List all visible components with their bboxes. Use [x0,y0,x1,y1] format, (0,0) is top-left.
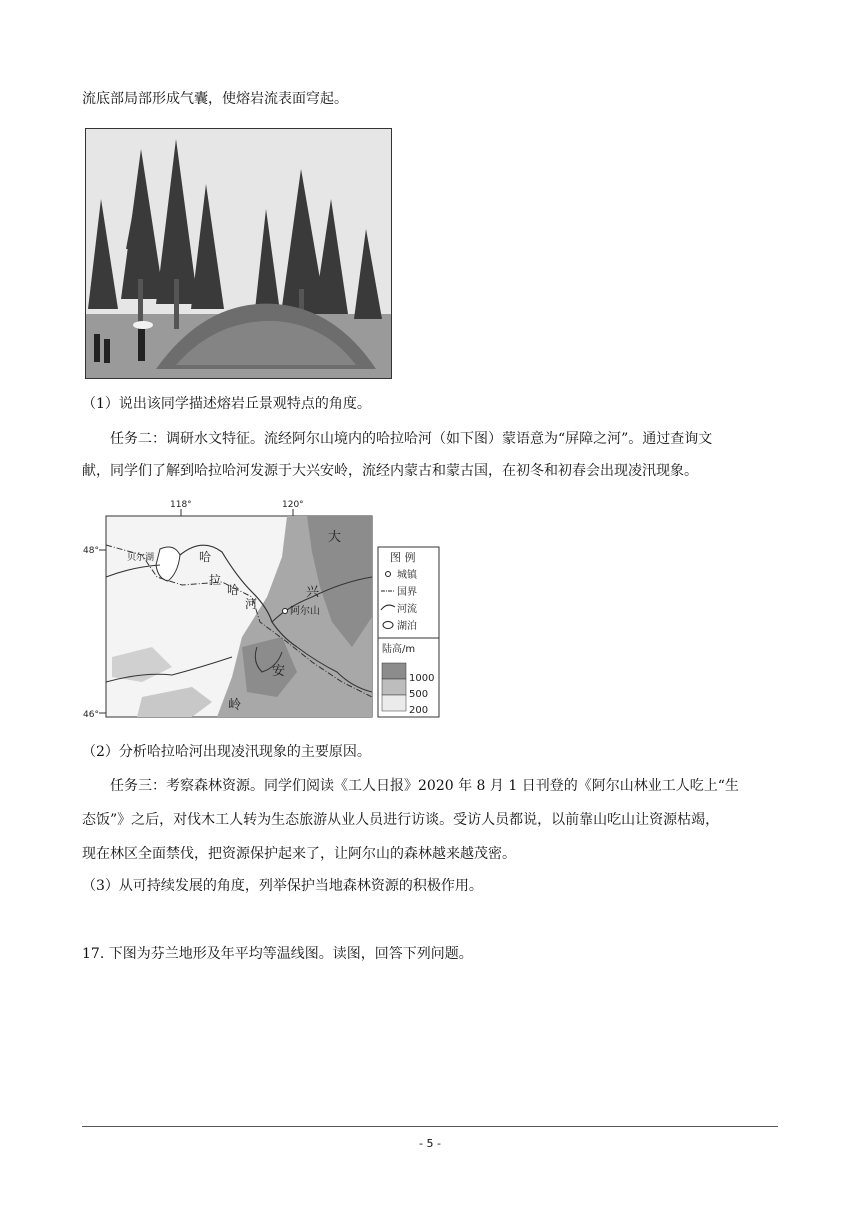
legend-item: 城镇 [397,570,417,581]
elevation-value: 1000 [409,673,435,684]
lon-label: 118° [170,500,192,510]
legend-item: 湖泊 [397,621,417,632]
legend-title: 图 例 [390,551,416,564]
lat-label: 46° [83,710,99,720]
question-3: （3）从可持续发展的角度，列举保护当地森林资源的积极作用。 [82,878,483,894]
elevation-value: 200 [409,705,429,716]
river-label-char: 哈 [227,583,240,597]
halaha-river-map [82,497,442,722]
elevation-title: 陆高/m [382,644,416,655]
elevation-swatch [382,695,406,711]
legend-item: 国界 [397,587,417,598]
paragraph-line: 现在林区全面禁伐，把资源保护起来了，让阿尔山的森林越来越茂密。 [82,846,516,862]
paragraph-line: 任务三：考察森林资源。同学们阅读《工人日报》2020 年 8 月 1 日刊登的《阿尔山林业工人吃上“生 [110,778,739,794]
paragraph-line: 态饭”》之后，对伐木工人转为生态旅游从业人员进行访谈。受访人员都说，以前靠山吃山让资源枯竭， [82,812,720,828]
question-1: （1）说出该同学描述熔岩丘景观特点的角度。 [82,396,371,412]
town-legend-icon [386,572,391,577]
legend-item: 河流 [397,604,417,615]
lava-hill-photo [85,128,392,379]
footer-divider [82,1126,778,1127]
town-label: 阿尔山 [290,606,320,617]
river-label-char: 河 [245,597,258,611]
elevation-swatch [382,679,406,695]
paragraph-line: 流底部局部形成气囊，使熔岩流表面穹起。 [82,91,348,107]
lake-label: 贝尔湖 [127,553,155,563]
lava-hill-photo-image [86,129,391,378]
range-label-char: 大 [328,530,342,545]
page-number: - 5 - [419,1137,441,1150]
paragraph-line: 任务二：调研水文特征。流经阿尔山境内的哈拉哈河（如下图）蒙语意为“屏障之河”。通过查询文 [110,431,713,447]
range-label-char: 兴 [306,585,320,600]
range-label-char: 安 [272,664,286,679]
range-label-char: 岭 [228,698,242,713]
paragraph-line: 献，同学们了解到哈拉哈河发源于大兴安岭，流经内蒙古和蒙古国，在初冬和初春会出现凌汛现象。 [82,463,698,479]
elevation-swatch [382,663,406,679]
lake-legend-icon [383,622,393,629]
question-17: 17. 下图为芬兰地形及年平均等温线图。读图，回答下列问题。 [82,946,473,962]
question-2: （2）分析哈拉哈河出现凌汛现象的主要原因。 [82,744,371,760]
lon-label: 120° [282,500,304,510]
river-label-char: 拉 [209,573,222,587]
river-label-char: 哈 [199,550,212,564]
elevation-value: 500 [409,689,429,700]
lat-label: 48° [83,546,99,556]
